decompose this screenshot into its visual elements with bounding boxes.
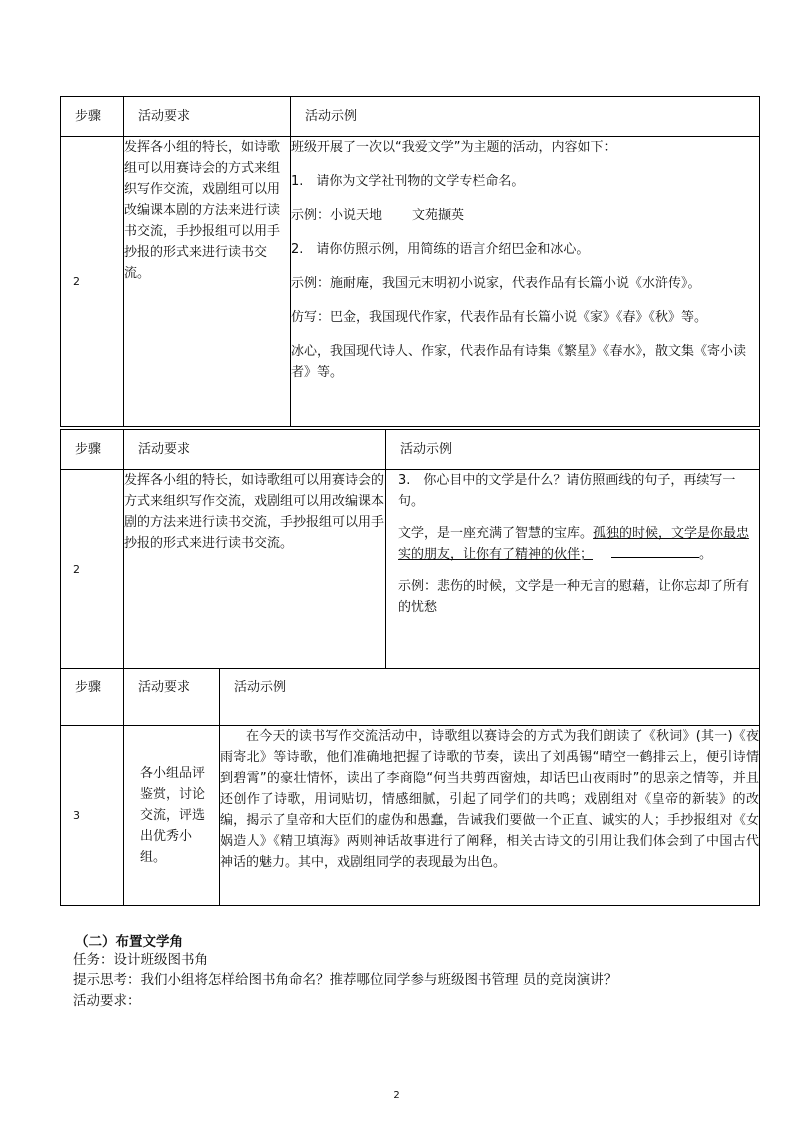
activity-table-3	[60, 668, 760, 906]
step-number: 2	[61, 137, 124, 427]
question-2-example: 示例：施耐庵，我国元末明初小说家，代表作品有长篇小说《水浒传》。	[291, 276, 701, 291]
header-step: 步骤	[61, 97, 124, 137]
answer-example: 示例：悲伤的时候，文学是一种无言的慰藉，让你忘却了所有的忧愁	[398, 579, 750, 615]
activity-table-1	[60, 96, 760, 427]
requirement-text: 各小组品评鉴赏，讨论交流，评选出优秀小组。	[124, 726, 220, 906]
sentence-plain: 文学，是一座充满了智慧的宝库。	[398, 526, 594, 541]
header-requirement: 活动要求	[124, 430, 386, 470]
fill-blank	[611, 545, 699, 558]
example-paragraph: 在今天的读书写作交流活动中，诗歌组以赛诗会的方式为我们朗读了《秋词》(其一)《夜雨寄北》等诗歌，他们准确地把握了诗歌的节奏，读出了刘禹锡“晴空一鹤排云上，便引诗情到碧霄”的豪壮情怀，读出了李商隐“何当共剪西窗烛，却话巴山夜雨时”的思亲之情等，并且还创作了诗歌，用词贴切，情感细腻，引起了同学们的共鸣；戏剧组对《皇帝的新装》的改编，揭示了皇帝和大臣们的虚伪和愚蠢，告诫我们要做一个正直、诚实的人；手抄报组对《女娲造人》《精卫填海》两则神话故事进行了阐释，相关古诗文的引用让我们体会到了中国古代神话的魅力。其中，戏剧组同学的表现最为出色。	[220, 726, 760, 906]
header-example: 活动示例	[220, 669, 760, 726]
requirement-text: 发挥各小组的特长，如诗歌组可以用赛诗会的方式来组织写作交流，戏剧组可以用改编课本剧的方法来进行读书交流，手抄报组可以用手抄报的形式来进行读书交流。	[124, 470, 386, 669]
example-cell	[386, 470, 760, 669]
question-2-imitation: 仿写：巴金，我国现代作家，代表作品有长篇小说《家》《春》《秋》等。	[291, 310, 708, 325]
example-value: 文苑撷英	[412, 208, 465, 223]
question-1: 1. 请你为文学社刊物的文学专栏命名。	[291, 174, 525, 189]
hint-line: 提示思考：我们小组将怎样给图书角命名？推荐哪位同学参与班级图书管理 员的竞岗演讲？	[73, 972, 618, 988]
header-step: 步骤	[61, 430, 124, 470]
question-3: 3. 你心目中的文学是什么？请仿照画线的句子，再续写一句。	[398, 473, 736, 509]
sentence-underlined: 孤独的时候，文学是你最忠实的朋友，让你有了精神的伙伴；	[398, 526, 750, 562]
example-cell	[291, 137, 760, 427]
header-step: 步骤	[61, 669, 124, 726]
section-title: （二）布置文学角	[75, 934, 183, 950]
sentence-end: 。	[699, 547, 713, 562]
header-example: 活动示例	[386, 430, 760, 470]
page-number: 2	[393, 1090, 400, 1101]
activity-table-2	[60, 429, 760, 669]
step-number: 3	[61, 726, 124, 906]
task-line: 任务：设计班级图书角	[73, 952, 208, 968]
sentence-example	[398, 523, 759, 565]
question-1-example	[291, 205, 759, 226]
header-example: 活动示例	[291, 97, 760, 137]
header-requirement: 活动要求	[124, 97, 291, 137]
header-requirement: 活动要求	[124, 669, 220, 726]
question-2: 2. 请你仿照示例，用简练的语言介绍巴金和冰心。	[291, 242, 590, 257]
requirement-label: 活动要求：	[73, 993, 141, 1009]
requirement-text: 发挥各小组的特长，如诗歌组可以用赛诗会的方式来组织写作交流，戏剧组可以用改编课本剧的方法来进行读书交流，手抄报组可以用手抄报的形式来进行读书交流。	[124, 137, 291, 427]
step-number: 2	[61, 470, 124, 669]
example-intro: 班级开展了一次以“我爱文学”为主题的活动，内容如下：	[291, 140, 617, 155]
question-2-bingxin: 冰心，我国现代诗人、作家，代表作品有诗集《繁星》《春水》，散文集《寄小读者》等。	[291, 344, 747, 380]
example-label: 示例：小说天地	[291, 208, 383, 223]
